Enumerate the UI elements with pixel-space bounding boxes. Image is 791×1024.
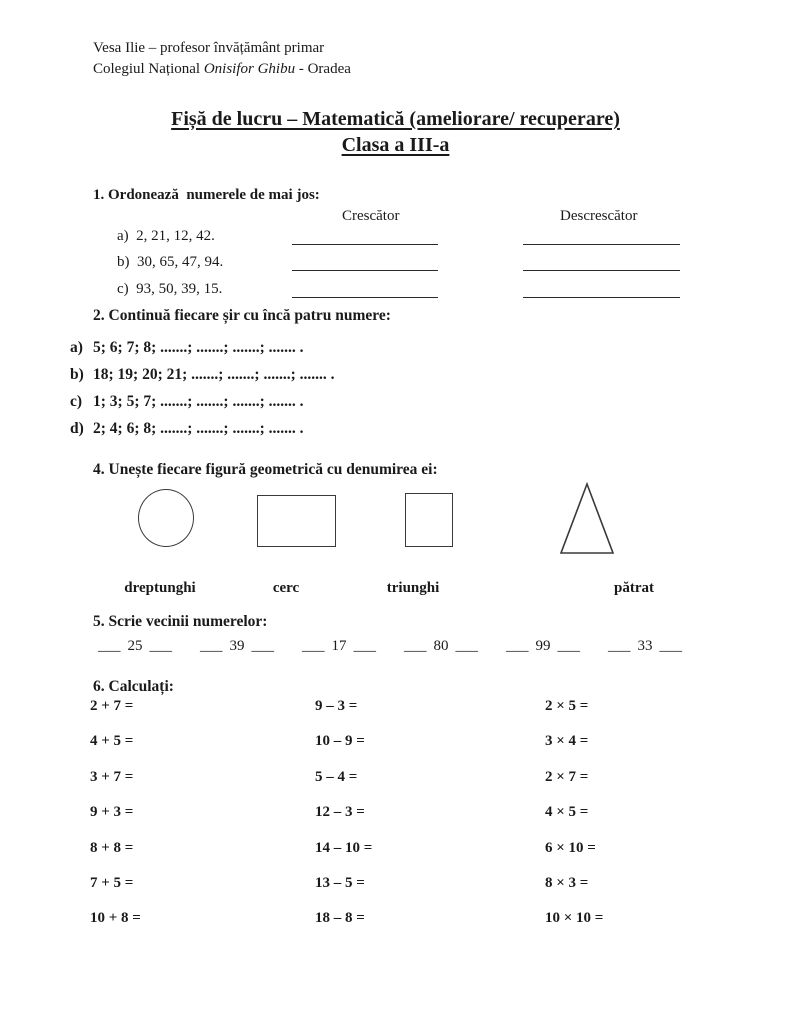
section1-row-c xyxy=(0,279,791,301)
blank-right: ___ xyxy=(659,638,682,654)
blank-right: ___ xyxy=(149,638,172,654)
section2-item-d-label: d) xyxy=(70,420,84,437)
multiplication-column xyxy=(545,698,745,946)
section2-item-b: 18; 19; 20; 21; .......; .......; .......; ....... . xyxy=(93,366,335,383)
neighbor-number: 80 xyxy=(433,638,449,654)
school-suffix: - Oradea xyxy=(295,61,351,77)
section1-col2-header: Descrescător xyxy=(560,208,638,224)
neighbors-group-33 xyxy=(608,638,682,655)
calc-exercise: 9 + 3 = xyxy=(90,804,134,821)
title-line-1: Fișă de lucru – Matematică (ameliorare/ recuperare) xyxy=(171,108,620,130)
answer-line xyxy=(292,252,438,271)
blank-right: ___ xyxy=(353,638,376,654)
section1-item-a: a) 2, 21, 12, 42. xyxy=(117,228,215,244)
answer-line xyxy=(523,226,680,245)
section2-item-c-label: c) xyxy=(70,393,83,410)
section1-item-b: b) 30, 65, 47, 94. xyxy=(117,254,224,270)
calc-exercise: 3 × 4 = xyxy=(545,733,589,750)
calc-exercise: 3 + 7 = xyxy=(90,768,134,785)
blank-left: ___ xyxy=(506,638,529,654)
section1-row-b xyxy=(0,252,791,274)
neighbor-number: 25 xyxy=(127,638,143,654)
calc-exercise: 8 + 8 = xyxy=(90,839,134,856)
neighbor-number: 99 xyxy=(535,638,551,654)
calc-exercise: 12 – 3 = xyxy=(315,804,365,821)
blank-left: ___ xyxy=(98,638,121,654)
section2-item-c: 1; 3; 5; 7; .......; .......; .......; ....... . xyxy=(93,393,304,410)
addition-column xyxy=(90,698,290,946)
shape-label-dreptunghi: dreptunghi xyxy=(124,580,196,596)
school-prefix: Colegiul Național xyxy=(93,61,204,77)
shape-label-triunghi: triunghi xyxy=(386,580,440,596)
calc-exercise: 10 × 10 = xyxy=(545,910,604,927)
blank-left: ___ xyxy=(302,638,325,654)
answer-line xyxy=(292,226,438,245)
circle-shape xyxy=(138,489,194,547)
calc-exercise: 2 × 7 = xyxy=(545,768,589,785)
neighbors-group-80 xyxy=(404,638,478,655)
section6-heading: 6. Calculați: xyxy=(93,678,174,695)
answer-line xyxy=(523,252,680,271)
blank-right: ___ xyxy=(455,638,478,654)
school-line xyxy=(93,59,351,80)
subtraction-column xyxy=(315,698,515,946)
calc-exercise: 10 + 8 = xyxy=(90,910,141,927)
calc-exercise: 7 + 5 = xyxy=(90,874,134,891)
calc-exercise: 5 – 4 = xyxy=(315,768,358,785)
section1-heading: 1. Ordonează numerele de mai jos: xyxy=(93,187,320,203)
blank-right: ___ xyxy=(251,638,274,654)
neighbors-group-99 xyxy=(506,638,580,655)
author-line: Vesa Ilie – profesor învățământ primar xyxy=(93,40,325,56)
answer-line xyxy=(292,279,438,298)
calc-exercise: 4 + 5 = xyxy=(90,733,134,750)
section2-item-d: 2; 4; 6; 8; .......; .......; .......; ....... . xyxy=(93,420,304,437)
neighbor-number: 39 xyxy=(229,638,245,654)
neighbors-group-39 xyxy=(200,638,274,655)
blank-right: ___ xyxy=(557,638,580,654)
calc-exercise: 2 + 7 = xyxy=(90,698,134,714)
calc-exercise: 2 × 5 = xyxy=(545,698,589,714)
neighbor-number: 33 xyxy=(637,638,653,654)
calc-exercise: 9 – 3 = xyxy=(315,698,358,714)
section1-row-a xyxy=(0,226,791,248)
calc-exercise: 10 – 9 = xyxy=(315,733,365,750)
shape-label-cerc: cerc xyxy=(272,580,300,596)
section5-heading: 5. Scrie vecinii numerelor: xyxy=(93,613,268,630)
section2-item-a: 5; 6; 7; 8; .......; .......; .......; ....... . xyxy=(93,339,304,356)
section1-item-c: c) 93, 50, 39, 15. xyxy=(117,281,223,297)
rectangle-shape xyxy=(257,495,336,547)
neighbors-group-25 xyxy=(98,638,172,655)
section1-col1-header: Crescător xyxy=(342,208,400,224)
calc-exercise: 18 – 8 = xyxy=(315,910,365,927)
answer-line xyxy=(523,279,680,298)
calc-exercise: 14 – 10 = xyxy=(315,839,373,856)
neighbor-number: 17 xyxy=(331,638,347,654)
worksheet-title xyxy=(0,106,791,158)
square-shape xyxy=(405,493,453,547)
shape-label-patrat: pătrat xyxy=(614,580,654,596)
triangle-shape xyxy=(553,481,621,557)
author-header xyxy=(93,38,351,80)
title-line-2: Clasa a III-a xyxy=(341,134,450,156)
calc-exercise: 13 – 5 = xyxy=(315,874,365,891)
section2-heading: 2. Continuă fiecare șir cu încă patru numere: xyxy=(93,307,391,324)
school-name-italic: Onisifor Ghibu xyxy=(203,61,296,77)
section4-heading: 4. Unește fiecare figură geometrică cu denumirea ei: xyxy=(93,461,438,478)
calc-exercise: 8 × 3 = xyxy=(545,874,589,891)
blank-left: ___ xyxy=(404,638,427,654)
blank-left: ___ xyxy=(200,638,223,654)
section2-item-b-label: b) xyxy=(70,366,84,383)
calc-exercise: 6 × 10 = xyxy=(545,839,596,856)
calc-exercise: 4 × 5 = xyxy=(545,804,589,821)
blank-left: ___ xyxy=(608,638,631,654)
section2-item-a-label: a) xyxy=(70,339,83,356)
neighbors-group-17 xyxy=(302,638,376,655)
